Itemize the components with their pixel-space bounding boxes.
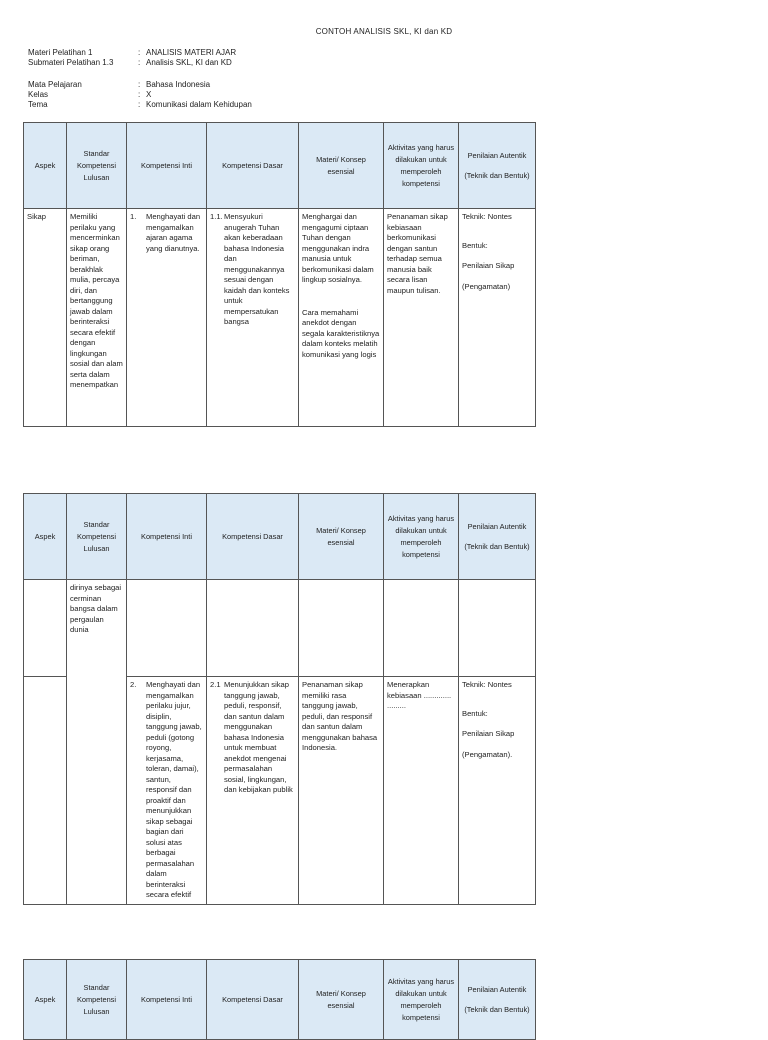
document-title: CONTOH ANALISIS SKL, KI dan KD bbox=[315, 27, 453, 36]
meta-key: Kelas bbox=[28, 90, 49, 99]
cell-materi: Penanaman sikap memiliki rasa tanggung jawab, peduli, dan responsif dan santun dalam menggunakan bahasa Indonesia. bbox=[299, 677, 384, 905]
penilaian-bentuk: Bentuk: bbox=[462, 240, 488, 250]
cell-aktivitas: Menerapkan kebiasaan ............. ......... bbox=[384, 677, 459, 905]
header-skl: Standar Kompetensi Lulusan bbox=[67, 123, 127, 209]
meta-key: Submateri Pelatihan 1.3 bbox=[28, 58, 114, 67]
analysis-table-1 bbox=[23, 122, 536, 427]
meta-value: X bbox=[146, 90, 152, 99]
cell-skl: dirinya sebagai cerminan bangsa dalam pergaulan dunia bbox=[67, 580, 127, 905]
meta-sep: : bbox=[138, 80, 141, 89]
meta-key: Mata Pelajaran bbox=[28, 80, 82, 89]
meta-row-submateri bbox=[28, 58, 448, 68]
header-penilaian-sub: (Teknik dan Bentuk) bbox=[464, 1004, 530, 1014]
meta-sep: : bbox=[138, 48, 141, 57]
meta-top bbox=[28, 48, 448, 68]
header-skl: Standar Kompetensi Lulusan bbox=[67, 494, 127, 580]
header-penilaian bbox=[459, 123, 536, 209]
kd-text: Mensyukuri anugerah Tuhan akan keberadaan bahasa Indonesia dan menggunakannya sesuai dengan kaidah dan konteks untuk mempersatukan bangsa bbox=[224, 212, 290, 326]
header-penilaian-sub: (Teknik dan Bentuk) bbox=[464, 170, 530, 180]
table-row bbox=[24, 209, 536, 427]
meta-sep: : bbox=[138, 100, 141, 109]
cell-penilaian bbox=[459, 209, 536, 427]
cell-aspek bbox=[24, 677, 67, 905]
header-kd: Kompetensi Dasar bbox=[207, 960, 299, 1040]
meta-sep: : bbox=[138, 90, 141, 99]
penilaian-jenis: Penilaian Sikap bbox=[462, 729, 515, 738]
header-penilaian-sub: (Teknik dan Bentuk) bbox=[464, 541, 530, 551]
ki-text: Menghayati dan mengamalkan ajaran agama yang dianutnya. bbox=[146, 212, 201, 253]
kd-text: Menunjukkan sikap tanggung jawab, peduli, responsif, dan santun dalam menggunakan bahasa Indonesia untuk membuat anekdot mengenai permasalahan sosial, lingkungan, dan kebijakan publik bbox=[224, 680, 293, 794]
cell-ki bbox=[127, 580, 207, 677]
header-ki: Kompetensi Inti bbox=[127, 960, 207, 1040]
table-header-row bbox=[24, 494, 536, 580]
penilaian-cara: (Pengamatan) bbox=[462, 281, 511, 291]
header-materi: Materi/ Konsep esensial bbox=[299, 960, 384, 1040]
ki-number: 2. bbox=[130, 680, 137, 689]
header-kd: Kompetensi Dasar bbox=[207, 494, 299, 580]
analysis-table-2 bbox=[23, 493, 536, 905]
header-aktivitas: Aktivitas yang harus dilakukan untuk memperoleh kompetensi bbox=[384, 123, 459, 209]
meta-row-materi bbox=[28, 48, 448, 58]
cell-aspek bbox=[24, 580, 67, 677]
penilaian-bentuk: Bentuk: bbox=[462, 708, 488, 718]
header-penilaian bbox=[459, 960, 536, 1040]
cell-penilaian bbox=[459, 677, 536, 905]
header-penilaian-title: Penilaian Autentik bbox=[467, 150, 527, 160]
header-ki: Kompetensi Inti bbox=[127, 494, 207, 580]
meta-row-kelas bbox=[28, 90, 448, 100]
meta-key: Materi Pelatihan 1 bbox=[28, 48, 93, 57]
materi-text-2: Cara memahami anekdot dengan segala karakteristiknya dalam konteks melatih komunikasi yang logis bbox=[302, 307, 380, 359]
cell-materi bbox=[299, 209, 384, 427]
cell-ki bbox=[127, 209, 207, 427]
table-header-row bbox=[24, 960, 536, 1040]
cell-penilaian bbox=[459, 580, 536, 677]
materi-text-1: Menghargai dan mengagumi ciptaan Tuhan dengan menggunakan indra manusia untuk berkomunikasi dalam lingkup sosialnya. bbox=[302, 212, 374, 284]
header-aspek: Aspek bbox=[24, 494, 67, 580]
cell-skl: Memiliki perilaku yang mencerminkan sikap orang beriman, berakhlak mulia, percaya diri, dan bertanggung jawab dalam berinteraksi secara efektif dengan lingkungan sosial dan alam serta dalam menempatkan bbox=[67, 209, 127, 427]
header-skl: Standar Kompetensi Lulusan bbox=[67, 960, 127, 1040]
meta-value: Komunikasi dalam Kehidupan bbox=[146, 100, 252, 109]
header-materi: Materi/ Konsep esensial bbox=[299, 123, 384, 209]
header-aspek: Aspek bbox=[24, 960, 67, 1040]
meta-value: Analisis SKL, KI dan KD bbox=[146, 58, 232, 67]
meta-bottom bbox=[28, 80, 448, 110]
analysis-table-3 bbox=[23, 959, 536, 1040]
meta-key: Tema bbox=[28, 100, 48, 109]
penilaian-teknik: Teknik: Nontes bbox=[462, 212, 512, 221]
penilaian-jenis: Penilaian Sikap bbox=[462, 261, 515, 270]
header-aktivitas: Aktivitas yang harus dilakukan untuk memperoleh kompetensi bbox=[384, 494, 459, 580]
header-aktivitas: Aktivitas yang harus dilakukan untuk memperoleh kompetensi bbox=[384, 960, 459, 1040]
cell-kd bbox=[207, 677, 299, 905]
header-kd: Kompetensi Dasar bbox=[207, 123, 299, 209]
cell-kd bbox=[207, 209, 299, 427]
kd-number: 1.1. bbox=[210, 212, 223, 221]
cell-aktivitas: Penanaman sikap kebiasaan berkomunikasi dengan santun terhadap semua manusia baik secara lisan maupun tulisan. bbox=[384, 209, 459, 427]
meta-sep: : bbox=[138, 58, 141, 67]
header-materi: Materi/ Konsep esensial bbox=[299, 494, 384, 580]
header-aspek: Aspek bbox=[24, 123, 67, 209]
header-penilaian-title: Penilaian Autentik bbox=[467, 521, 527, 531]
meta-value: ANALISIS MATERI AJAR bbox=[146, 48, 237, 57]
penilaian-cara: (Pengamatan). bbox=[462, 749, 513, 759]
ki-number: 1. bbox=[130, 212, 137, 221]
penilaian-teknik: Teknik: Nontes bbox=[462, 680, 512, 689]
table-header-row bbox=[24, 123, 536, 209]
cell-materi bbox=[299, 580, 384, 677]
cell-kd bbox=[207, 580, 299, 677]
kd-number: 2.1 bbox=[210, 680, 221, 689]
meta-value: Bahasa Indonesia bbox=[146, 80, 211, 89]
cell-ki bbox=[127, 677, 207, 905]
meta-row-mapel bbox=[28, 80, 448, 90]
cell-aktivitas bbox=[384, 580, 459, 677]
header-ki: Kompetensi Inti bbox=[127, 123, 207, 209]
meta-row-tema bbox=[28, 100, 448, 110]
ki-text: Menghayati dan mengamalkan perilaku jujur, disiplin, tanggung jawab, peduli (gotong royong, kerjasama, toleran, damai), santun, responsif dan proaktif dan menunjukkan sikap sebagai bagian dari solusi atas berbagai permasalahan dalam berinteraksi secara efektif bbox=[146, 680, 202, 899]
cell-aspek: Sikap bbox=[24, 209, 67, 427]
header-penilaian-title: Penilaian Autentik bbox=[467, 984, 527, 994]
header-penilaian bbox=[459, 494, 536, 580]
table-row bbox=[24, 580, 536, 677]
